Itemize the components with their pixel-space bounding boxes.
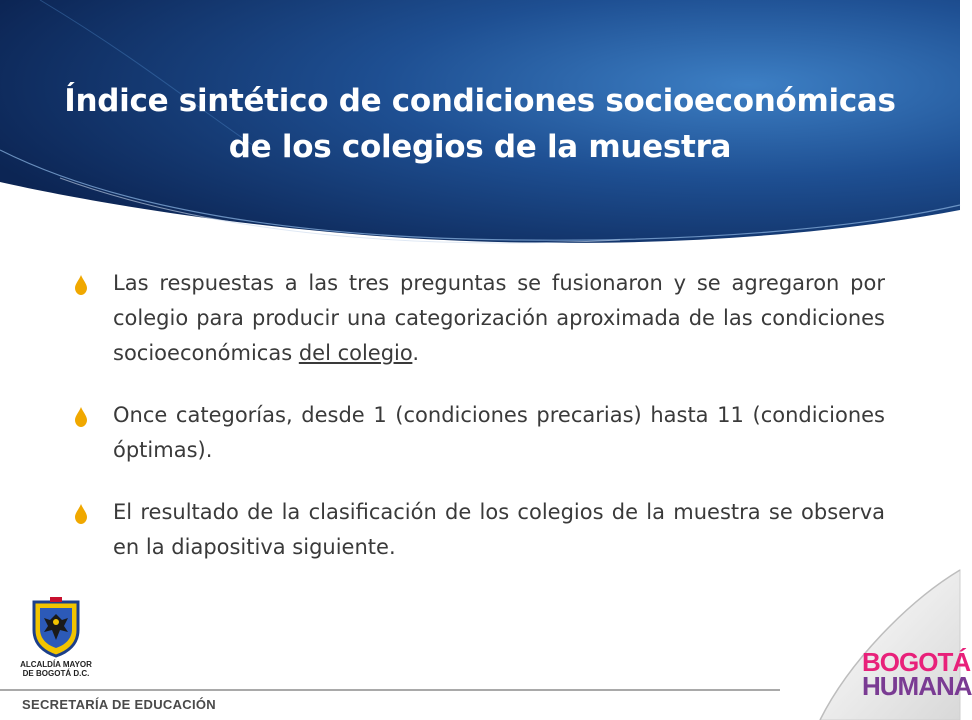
bullet-1-text: Las respuestas a las tres preguntas se fusionaron y se agregaron por colegio para producir una categorización aproximada de las condiciones socioeconómicas — [113, 271, 885, 365]
alcaldia-line-2: DE BOGOTÁ D.C. — [22, 669, 90, 678]
bullet-2-text: Once categorías, desde 1 (condiciones precarias) hasta 11 (condiciones óptimas). — [113, 403, 885, 462]
bullet-item-1 — [70, 266, 885, 371]
alcaldia-line-1: ALCALDÍA MAYOR — [20, 660, 92, 669]
slide-title — [40, 78, 920, 170]
slide-title-line-2: de los colegios de la muestra — [228, 129, 732, 165]
footer-divider — [0, 689, 780, 691]
drop-bullet-icon — [74, 407, 88, 427]
bogota-coat-of-arms-icon — [30, 596, 82, 658]
bullet-1-text-end: . — [412, 341, 420, 365]
drop-bullet-icon — [74, 504, 88, 524]
logo-line-2: HUMANA — [862, 671, 972, 701]
bullet-item-2 — [70, 398, 885, 468]
alcaldia-label — [14, 660, 98, 678]
slide-title-line-1: Índice sintético de condiciones socioeconómicas — [64, 83, 896, 119]
bullet-1-underlined-text: del colegio — [298, 341, 413, 365]
secretaria-label: SECRETARÍA DE EDUCACIÓN — [22, 697, 216, 712]
bullet-3-text: El resultado de la clasificación de los colegios de la muestra se observa en la diapositiva siguiente. — [113, 500, 885, 559]
bullet-item-3 — [70, 495, 885, 565]
drop-bullet-icon — [74, 275, 88, 295]
bogota-humana-logo — [862, 647, 972, 701]
logo-line-1: BOGOTÁ — [862, 647, 971, 677]
bullet-list — [70, 266, 885, 592]
